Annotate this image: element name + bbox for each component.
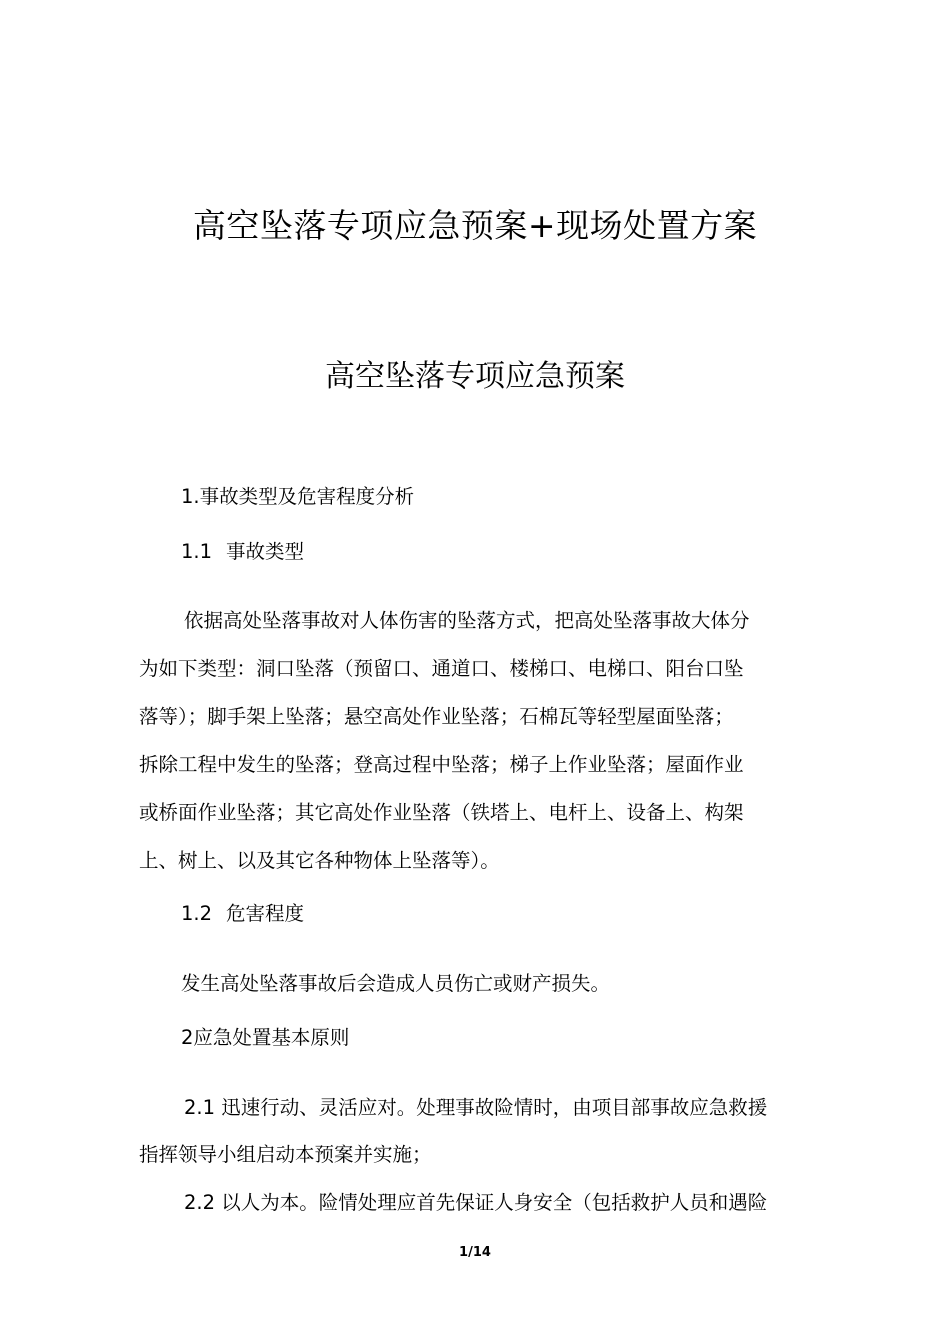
paragraph-4-line-1: 2.2 以人为本。险情处理应首先保证人身安全（包括救护人员和遇险 <box>184 1191 768 1214</box>
paragraph-1-line-2: 为如下类型：洞口坠落（预留口、通道口、楼梯口、电梯口、阳台口坠 <box>139 657 744 680</box>
section-1-2-heading <box>181 900 304 928</box>
page-number: 1/14 <box>459 1245 491 1260</box>
paragraph-1-line-3: 落等）；脚手架上坠落；悬空高处作业坠落；石棉瓦等轻型屋面坠落； <box>139 705 734 728</box>
paragraph-1-line-5: 或桥面作业坠落；其它高处作业坠落（铁塔上、电杆上、设备上、构架 <box>139 801 744 824</box>
section-2-heading: 2应急处置基本原则 <box>181 1026 350 1049</box>
section-1-2-text: 危害程度 <box>226 902 305 925</box>
paragraph-1-line-4: 拆除工程中发生的坠落；登高过程中坠落；梯子上作业坠落；屋面作业 <box>139 753 744 776</box>
paragraph-3-line-2: 指挥领导小组启动本预案并实施； <box>139 1143 432 1166</box>
document-main-title: 高空坠落专项应急预案+现场处置方案 <box>192 206 758 245</box>
paragraph-3-line-1: 2.1 迅速行动、灵活应对。处理事故险情时，由项目部事故应急救援 <box>184 1096 768 1119</box>
paragraph-1-line-6: 上、树上、以及其它各种物体上坠落等）。 <box>139 849 500 872</box>
section-1-1-heading <box>181 538 304 566</box>
section-1-heading: 1.事故类型及危害程度分析 <box>181 485 415 508</box>
paragraph-2: 发生高处坠落事故后会造成人员伤亡或财产损失。 <box>181 972 611 995</box>
section-1-1-text: 事故类型 <box>226 540 305 563</box>
section-1-2-number: 1.2 <box>181 902 213 925</box>
document-sub-title: 高空坠落专项应急预案 <box>325 359 625 394</box>
section-1-1-number: 1.1 <box>181 540 213 563</box>
paragraph-1-line-1: 依据高处坠落事故对人体伤害的坠落方式，把高处坠落事故大体分 <box>184 609 750 632</box>
